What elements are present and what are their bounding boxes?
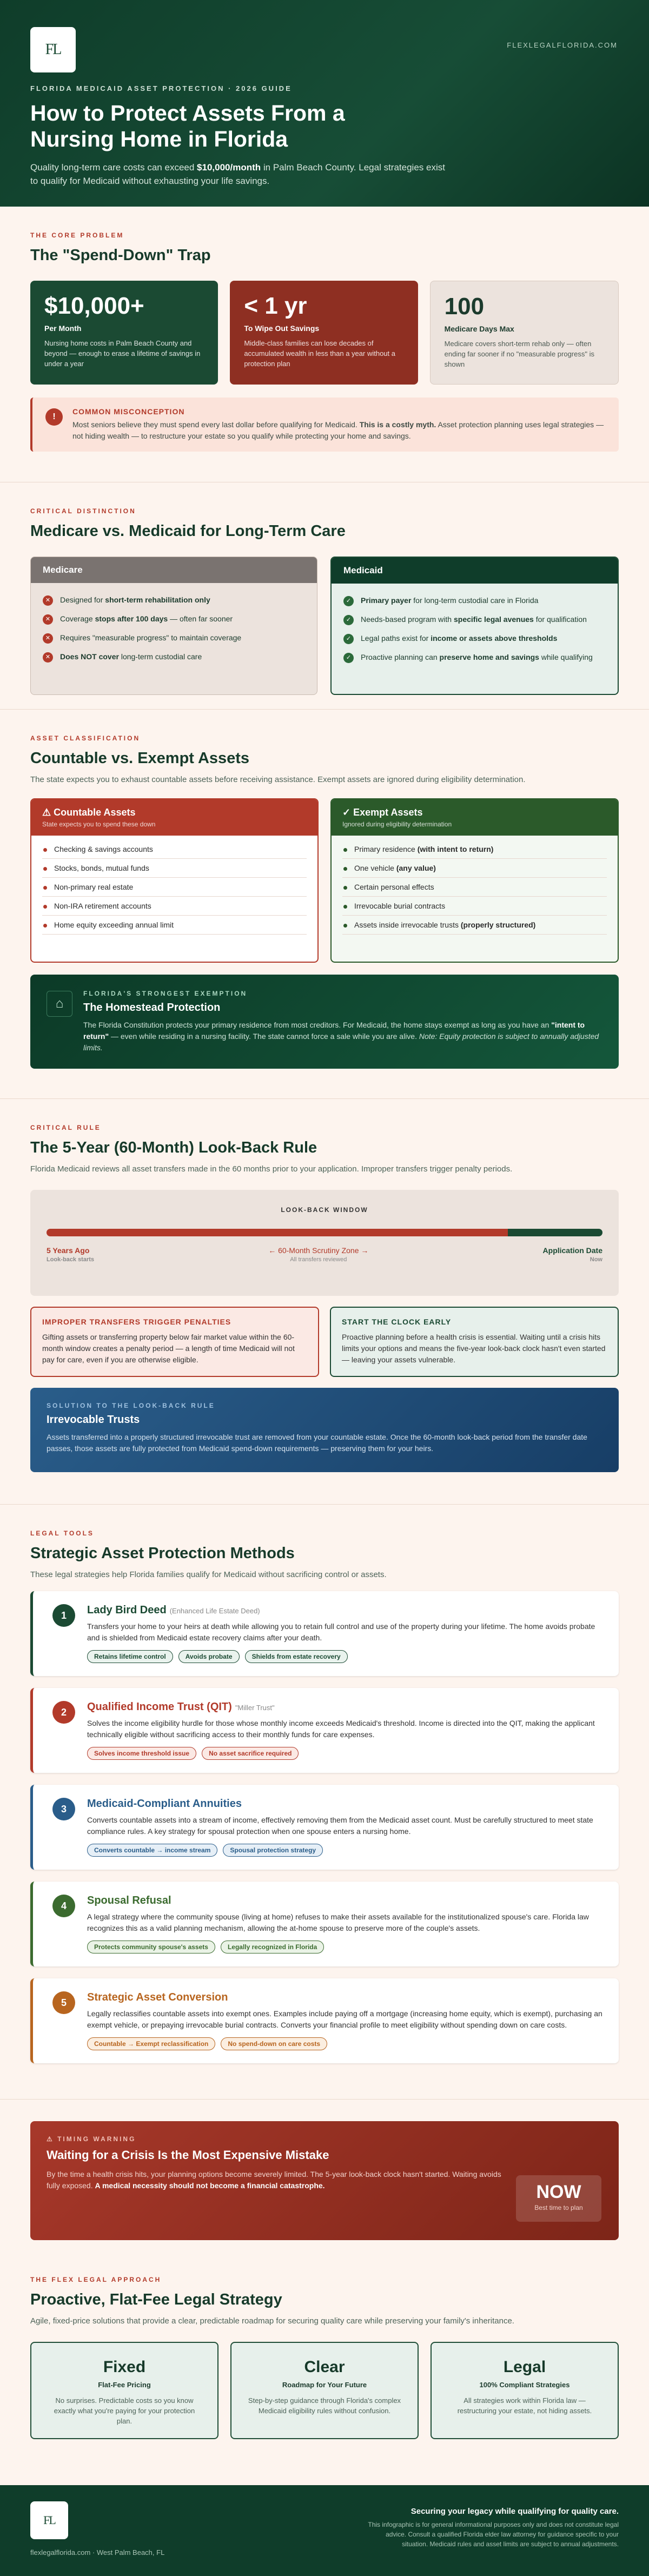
lookback-section	[0, 1099, 649, 1505]
strategy-title: Qualified Income Trust (QIT) "Miller Trust"	[87, 1701, 275, 1713]
footer	[0, 2485, 649, 2576]
strategy-title: Strategic Asset Conversion	[87, 1991, 228, 2003]
step-number: 5	[52, 1991, 75, 2014]
section-eyebrow: THE FLEX LEGAL APPROACH	[30, 2276, 162, 2283]
page-title: How to Protect Assets From a Nursing Home in Florida	[30, 101, 345, 151]
strategy-title: Lady Bird Deed (Enhanced Life Estate Deed)	[87, 1604, 260, 1616]
strategy-tag: Spousal protection strategy	[223, 1844, 323, 1857]
check-icon: ✓	[343, 615, 354, 625]
item-label: Home equity exceeding annual limit	[54, 921, 174, 929]
now-badge: NOW Best time to plan	[516, 2175, 601, 2222]
list-item: ✕ Designed for short-term rehabilitation only	[43, 591, 305, 610]
section-title: Medicare vs. Medicaid for Long-Term Care	[30, 522, 346, 540]
medicare-list	[31, 583, 317, 674]
item-label: Certain personal effects	[354, 883, 434, 891]
bold-text: income or assets above thresholds	[431, 634, 558, 643]
strategy-card	[30, 1688, 619, 1773]
card-title: Irrevocable Trusts	[47, 1414, 140, 1426]
assets-row	[30, 798, 619, 963]
footer-right	[365, 2507, 619, 2549]
stat-card	[30, 281, 218, 385]
check-icon: ✓	[343, 653, 354, 663]
item-label: Checking & savings accounts	[54, 845, 153, 853]
strategy-note: "Miller Trust"	[235, 1704, 275, 1712]
stat-value: $10,000+	[44, 293, 144, 319]
strategy-tag: Legally recognized in Florida	[221, 1941, 324, 1953]
penalty-card	[30, 1307, 319, 1377]
bold-text: preserve home and savings	[439, 653, 539, 661]
list-item	[42, 916, 307, 935]
hero-eyebrow: FLORIDA MEDICAID ASSET PROTECTION · 2026 GUIDE	[30, 84, 292, 92]
strategy-text: A legal strategy where the community spouse (living at home) refuses to make their assets available for the institutionalized spouse's care. Florida law recognizes this as a valid planning mechanism, allowing the at-home spouse to preserve more of the couple's assets.	[87, 1912, 589, 1932]
card-eyebrow: FLORIDA'S STRONGEST EXEMPTION	[83, 990, 248, 997]
strategy-tag: Converts countable → income stream	[87, 1844, 217, 1857]
scrutiny-zone-bar	[47, 1229, 508, 1236]
list-item	[42, 878, 307, 897]
section-title: Strategic Asset Protection Methods	[30, 1545, 295, 1562]
timeline-end: Application Date Now	[542, 1246, 602, 1263]
countable-list	[31, 836, 317, 939]
medicaid-card	[330, 557, 619, 695]
section-eyebrow: CRITICAL RULE	[30, 1124, 101, 1131]
strategy-tag: No spend-down on care costs	[221, 2037, 327, 2050]
footer-disclaimer: This infographic is for general informational purposes only and does not constitute legal advice. Consult a qualified Florida elder law attorney for guidance specific to your situation. Medicaid rules and asset limits are subject to annual adjustments.	[368, 2521, 619, 2548]
logo[interactable]: FL	[30, 27, 76, 72]
step-number: 3	[52, 1798, 75, 1820]
item-label: Non-IRA retirement accounts	[54, 902, 151, 910]
medicaid-list	[332, 584, 618, 674]
footer-url-link[interactable]: flexlegalflorida.com · West Palm Beach, FL	[30, 2548, 165, 2557]
card-text: The Florida Constitution protects your primary residence from most creditors. For Medicaid, the home stays exempt as long as you have an "intent to return" — even while residing in a nursing facility. The state cannot force a sale while you are alive. Note: Equity protection is subject to annually adjusted limits.	[83, 1021, 599, 1052]
home-icon: ⌂	[47, 991, 72, 1017]
card-eyebrow: SOLUTION TO THE LOOK-BACK RULE	[47, 1402, 215, 1409]
list-item	[42, 897, 307, 916]
strategy-title: Medicaid-Compliant Annuities	[87, 1798, 242, 1810]
spend-down-section	[0, 207, 649, 482]
card-title: The Homestead Protection	[83, 1002, 221, 1014]
card-header: Medicare	[31, 557, 317, 583]
approach-box-legal: Legal 100% Compliant Strategies All strategies work within Florida law — restructuring your estate, not hiding assets.	[431, 2342, 619, 2439]
application-bar	[508, 1229, 602, 1236]
section-title: The 5-Year (60-Month) Look-Back Rule	[30, 1139, 317, 1156]
stat-card	[430, 281, 619, 385]
tag-row	[87, 1650, 602, 1663]
card-title: Waiting for a Crisis Is the Most Expensive Mistake	[47, 2148, 329, 2162]
stat-card	[230, 281, 418, 385]
approach-section	[0, 2260, 649, 2485]
list-item	[342, 897, 607, 916]
step-number: 4	[52, 1895, 75, 1917]
section-eyebrow: THE CORE PROBLEM	[30, 231, 124, 239]
stat-label: Per Month	[44, 324, 82, 333]
list-item	[342, 840, 607, 859]
misconception-callout	[30, 398, 619, 452]
stat-desc: Medicare covers short-term rehab only — often ending far sooner if no "measurable progress" is shown	[444, 340, 594, 368]
list-item	[42, 840, 307, 859]
check-icon: ✓	[343, 596, 354, 606]
stat-label: Medicare Days Max	[444, 325, 514, 333]
methods-section	[0, 1505, 649, 2100]
card-eyebrow: ⚠ TIMING WARNING	[47, 2135, 136, 2143]
list-item: ✕ Does NOT cover long-term custodial care	[43, 647, 305, 666]
strategy-tag: Countable → Exempt reclassification	[87, 2037, 215, 2050]
strategy-card	[30, 1785, 619, 1870]
medicare-medicaid-section	[0, 482, 649, 710]
strategy-tag: Solves income threshold issue	[87, 1747, 196, 1760]
list-item: ✕ Requires "measurable progress" to maintain coverage	[43, 628, 305, 647]
irrevocable-trust-card	[30, 1388, 619, 1472]
bold-text: short-term rehabilitation only	[105, 595, 210, 604]
bold-text: specific legal avenues	[453, 615, 534, 624]
exclamation-icon: !	[45, 408, 63, 426]
section-subtitle: Agile, fixed-price solutions that provide a clear, predictable roadmap for securing quality care while preserving your family's inheritance.	[30, 2316, 514, 2326]
item-label: Irrevocable burial contracts	[354, 902, 446, 910]
timeline-start: 5 Years Ago Look-back starts	[47, 1246, 95, 1263]
section-eyebrow: ASSET CLASSIFICATION	[30, 734, 141, 742]
x-icon: ✕	[43, 595, 53, 606]
approach-box-fixed: Fixed Flat-Fee Pricing No surprises. Predictable costs so you know exactly what you're paying for your protection plan.	[30, 2342, 218, 2439]
list-item: ✓ Needs-based program with specific legal avenues for qualification	[343, 610, 606, 629]
x-icon: ✕	[43, 633, 53, 644]
stats-row	[30, 281, 619, 385]
bold-text: (properly structured)	[460, 921, 536, 929]
tag-row	[87, 2037, 602, 2050]
section-title: Proactive, Flat-Fee Legal Strategy	[30, 2291, 282, 2308]
section-eyebrow: LEGAL TOOLS	[30, 1529, 94, 1537]
card-title: IMPROPER TRANSFERS TRIGGER PENALTIES	[42, 1317, 231, 1326]
hero-intro: Quality long-term care costs can exceed $10,000/month in Palm Beach County. Legal strategies exist to qualify for Medicaid without exhausting your life savings.	[30, 162, 445, 186]
lookback-pair	[30, 1307, 619, 1377]
timing-warning-card	[30, 2121, 619, 2240]
section-subtitle: Florida Medicaid reviews all asset transfers made in the 60 months prior to your application. Improper transfers trigger penalty periods.	[30, 1164, 513, 1174]
tag-row	[87, 1844, 602, 1857]
list-item	[342, 878, 607, 897]
item-label: Assets inside irrevocable trusts	[354, 921, 461, 929]
item-label: Stocks, bonds, mutual funds	[54, 864, 149, 872]
list-item: ✓ Legal paths exist for income or assets above thresholds	[343, 629, 606, 648]
homestead-card	[30, 975, 619, 1069]
strategy-tag: Shields from estate recovery	[245, 1650, 348, 1663]
step-number: 1	[52, 1604, 75, 1627]
start-early-card	[330, 1307, 619, 1377]
card-text: By the time a health crisis hits, your planning options become severely limited. The 5-year look-back clock hasn't started. Waiting avoids fully exposed. A medical necessity should not become a financial catastrophe.	[47, 2170, 501, 2190]
strategy-note: (Enhanced Life Estate Deed)	[169, 1607, 260, 1615]
asset-classification-section	[0, 710, 649, 1099]
section-title: Countable vs. Exempt Assets	[30, 750, 250, 767]
strategy-list	[30, 1591, 619, 2063]
approach-box-clear: Clear Roadmap for Your Future Step-by-step guidance through Florida's complex Medicaid eligibility rules without confusion.	[230, 2342, 419, 2439]
list-item: ✓ Primary payer for long-term custodial care in Florida	[343, 591, 606, 610]
callout-text: Most seniors believe they must spend every last dollar before qualifying for Medicaid. This is a costly myth. Asset protection planning uses legal strategies — not hiding wealth — to restructure your estate so you qualify while protecting your home and savings.	[72, 420, 604, 440]
bold-text: Primary payer	[361, 596, 412, 605]
medicare-card	[30, 557, 317, 695]
card-text: Assets transferred into a properly structured irrevocable trust are removed from your countable estate. Once the 60-month look-back period from the transfer date passes, those assets are fully protected from Medicaid spend-down requirements — preserving them for your heirs.	[47, 1433, 587, 1453]
exempt-list	[332, 836, 618, 939]
timeline-mid: ← 60-Month Scrutiny Zone → All transfers reviewed	[268, 1246, 369, 1263]
strategy-text: Solves the income eligibility hurdle for those whose monthly income exceeds Medicaid's threshold. Income is directed into the QIT, making the applicant technically eligible without sacrificing access to their monthly funds for care expenses.	[87, 1719, 595, 1739]
list-item	[42, 859, 307, 878]
strategy-text: Legally reclassifies countable assets into exempt ones. Examples include paying off a mortgage (increasing home equity, which is exempt), purchasing an exempt vehicle, or prepaying irrevocable burial contracts. Converts your financial profile to meet eligibility without spending down on care costs.	[87, 2009, 602, 2029]
exempt-card	[330, 798, 619, 963]
section-subtitle: These legal strategies help Florida families qualify for Medicaid without sacrificing control or assets.	[30, 1570, 387, 1579]
tag-row	[87, 1941, 602, 1953]
lookback-window	[30, 1190, 619, 1296]
card-header: ⚠ Countable Assets State expects you to spend these down	[31, 799, 317, 836]
tag-row	[87, 1747, 602, 1760]
stat-value: 100	[444, 293, 485, 320]
site-url-link[interactable]: FLEXLEGALFLORIDA.COM	[507, 41, 618, 49]
bold-text: (with intent to return)	[417, 845, 494, 853]
list-item	[342, 859, 607, 878]
bold-text: (any value)	[396, 864, 436, 872]
strategy-text: Transfers your home to your heirs at death while allowing you to retain full control and use of the property during your lifetime. The home avoids probate and is shielded from Medicaid estate recovery claims after your death.	[87, 1622, 595, 1642]
approach-boxes	[30, 2342, 619, 2439]
strategy-card	[30, 1978, 619, 2063]
x-icon: ✕	[43, 614, 53, 625]
x-icon: ✕	[43, 652, 53, 663]
stat-label: To Wipe Out Savings	[244, 324, 320, 333]
strategy-tag: Avoids probate	[178, 1650, 240, 1663]
list-item: ✓ Proactive planning can preserve home and savings while qualifying	[343, 648, 606, 667]
timeline-bar	[47, 1229, 602, 1236]
item-label: Primary residence	[354, 845, 418, 853]
section-subtitle: The state expects you to exhaust countable assets before receiving assistance. Exempt assets are ignored during eligibility determination.	[30, 775, 526, 784]
card-text: Proactive planning before a health crisis is essential. Waiting until a crisis hits limits your options and means the five-year look-back clock hasn't even started — leaving your assets vulnerable.	[342, 1333, 606, 1364]
bold-text: Does NOT cover	[60, 652, 119, 661]
strategy-text: Converts countable assets into a stream of income, effectively removing them from the Medicaid asset count. Must be carefully structured to meet state compliance rules. A key strategy for spousal protection when one spouse enters a nursing home.	[87, 1816, 593, 1836]
stat-value: < 1 yr	[244, 293, 307, 319]
item-label: One vehicle	[354, 864, 396, 872]
hero-section	[0, 0, 649, 207]
card-title: START THE CLOCK EARLY	[342, 1317, 452, 1326]
compare-row	[30, 557, 619, 695]
strategy-tag: No asset sacrifice required	[202, 1747, 299, 1760]
bold-text: stops after 100 days	[95, 614, 168, 623]
step-number: 2	[52, 1701, 75, 1724]
stat-desc: Nursing home costs in Palm Beach County and beyond — enough to erase a lifetime of savings in under a year	[44, 339, 201, 368]
list-item: ✕ Coverage stops after 100 days — often far sooner	[43, 610, 305, 628]
section-title: The "Spend-Down" Trap	[30, 247, 211, 264]
window-title: LOOK-BACK WINDOW	[281, 1206, 368, 1214]
check-icon: ✓	[343, 634, 354, 644]
timeline-labels	[47, 1246, 602, 1263]
card-header: ✓ Exempt Assets Ignored during eligibility determination	[332, 799, 618, 836]
list-item	[342, 916, 607, 935]
card-header: Medicaid	[332, 558, 618, 584]
strategy-card	[30, 1882, 619, 1966]
item-label: Non-primary real estate	[54, 883, 134, 891]
warning-section	[0, 2100, 649, 2260]
callout-title: COMMON MISCONCEPTION	[72, 407, 185, 416]
footer-logo[interactable]: FL	[30, 2501, 68, 2539]
strategy-tag: Retains lifetime control	[87, 1650, 173, 1663]
strategy-title: Spousal Refusal	[87, 1895, 171, 1906]
footer-tagline: Securing your legacy while qualifying for quality care.	[410, 2507, 619, 2516]
stat-desc: Middle-class families can lose decades of accumulated wealth in less than a year without a protection plan	[244, 339, 395, 368]
countable-card	[30, 798, 319, 963]
strategy-card	[30, 1591, 619, 1676]
card-text: Gifting assets or transferring property below fair market value within the 60-month window creates a penalty period — a length of time Medicaid will not pay for care, even if you are otherwise eligible.	[42, 1333, 295, 1364]
strategy-tag: Protects community spouse's assets	[87, 1941, 215, 1953]
section-eyebrow: CRITICAL DISTINCTION	[30, 507, 136, 515]
